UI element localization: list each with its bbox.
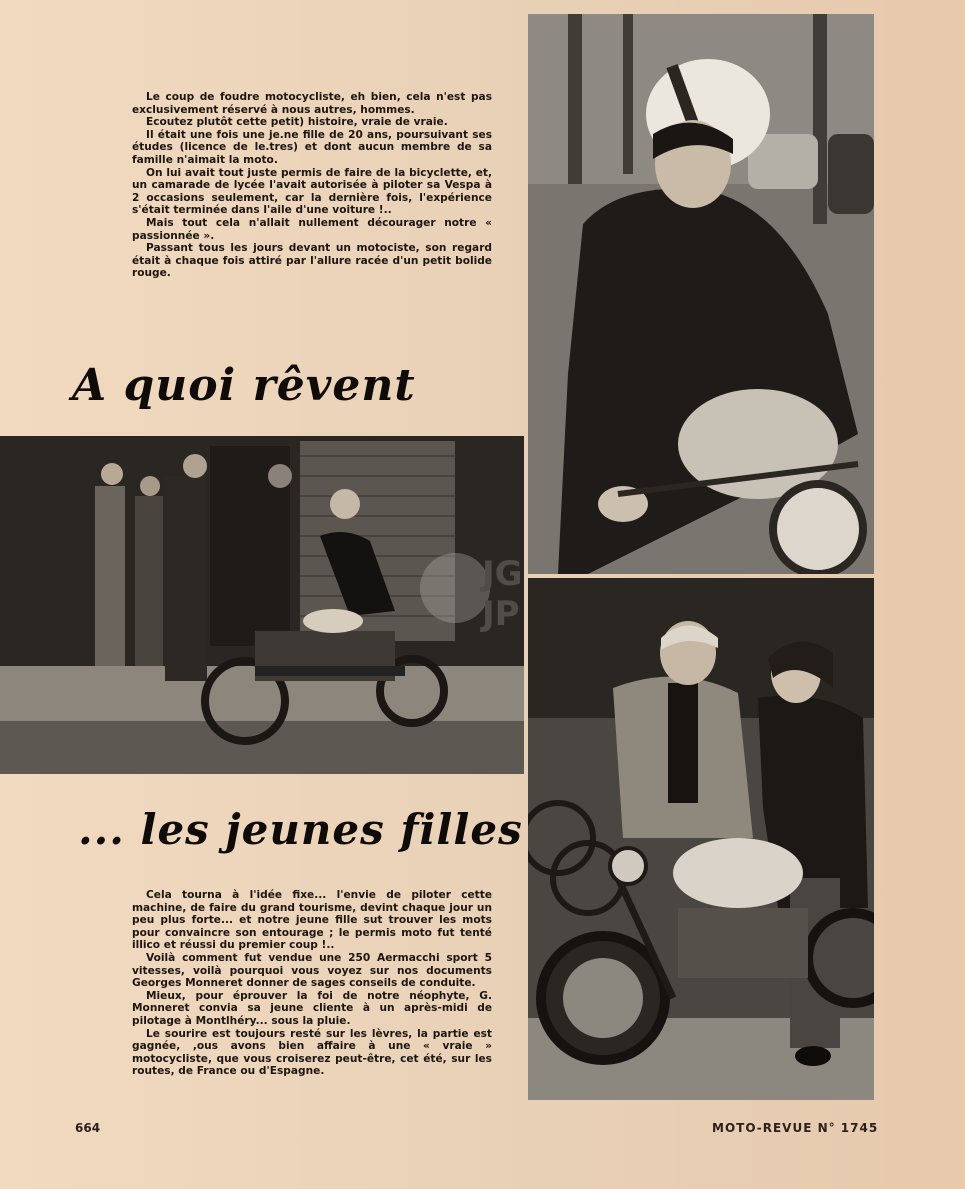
- intro-paragraph: Le coup de foudre motocycliste, eh bien, cela n'est pas exclusivement réservé à nous autres, hommes.: [132, 91, 492, 116]
- body-paragraph: Mieux, pour éprouver la foi de notre néophyte, G. Monneret convia sa jeune cliente à un après-midi de pilotage à Montlhéry... sous la pluie.: [132, 989, 492, 1027]
- intro-paragraph: Ecoutez plutôt cette petit) histoire, vraie de vraie.: [146, 116, 448, 129]
- intro-paragraph: On lui avait tout juste permis de faire de la bicyclette, et, un camarade de lycée l'avait autorisée à piloter sa Vespa à 2 occasions seulement, car la dernière fois, l'expérience s'était terminée dans l'aile d'une voiture !..: [132, 166, 492, 217]
- body-paragraph: Le sourire est toujours resté sur les lèvres, la partie est gagnée, ,ous avons bien affaire à une « vraie » motocycliste, que vous croiserez peut-être, cet été, sur les routes, de France ou d'Espagne.: [132, 1027, 492, 1078]
- body-text: [132, 889, 492, 1078]
- watermark-logo-image: [420, 540, 550, 640]
- svg-text:JP: JP: [482, 594, 520, 634]
- page-number: 664: [75, 1121, 101, 1135]
- photo-helmet-portrait: [528, 14, 874, 574]
- headline-bottom: ... les jeunes filles: [78, 805, 523, 854]
- photo-monneret-advice-image: [528, 578, 874, 1100]
- photo-monneret-advice: [528, 578, 874, 1100]
- body-paragraph: Voilà comment fut vendue une 250 Aermacchi sport 5 vitesses, voilà pourquoi vous voyez sur nos documents Georges Monneret donner de sages conseils de conduite.: [132, 951, 492, 990]
- body-paragraph: Cela tourna à l'idée fixe... l'envie de piloter cette machine, de faire du grand tourisme, devint chaque jour un peu plus forte... et notre jeune fille sut trouver les mots pour convaincre son entourage ; le permis moto fut tenté illico et réussi du premier coup !..: [132, 889, 492, 952]
- svg-text:JG: JG: [482, 554, 523, 594]
- intro-paragraph: Passant tous les jours devant un motociste, son regard était à chaque fois attiré par l'allure racée d'un petit bolide rouge.: [132, 242, 492, 280]
- intro-paragraph: Mais tout cela n'allait nullement décourager notre « passionnée ».: [132, 216, 492, 242]
- intro-text: [132, 91, 492, 280]
- watermark-logo: [420, 540, 550, 640]
- magazine-issue: MOTO-REVUE N° 1745: [712, 1121, 879, 1135]
- photo-helmet-portrait-image: [528, 14, 874, 574]
- intro-paragraph: Il était une fois une je.ne fille de 20 ans, poursuivant ses études (licence de le.tres) et dont aucun membre de sa famille n'aimait la moto.: [132, 128, 492, 166]
- headline-top: A quoi rêvent: [72, 360, 416, 411]
